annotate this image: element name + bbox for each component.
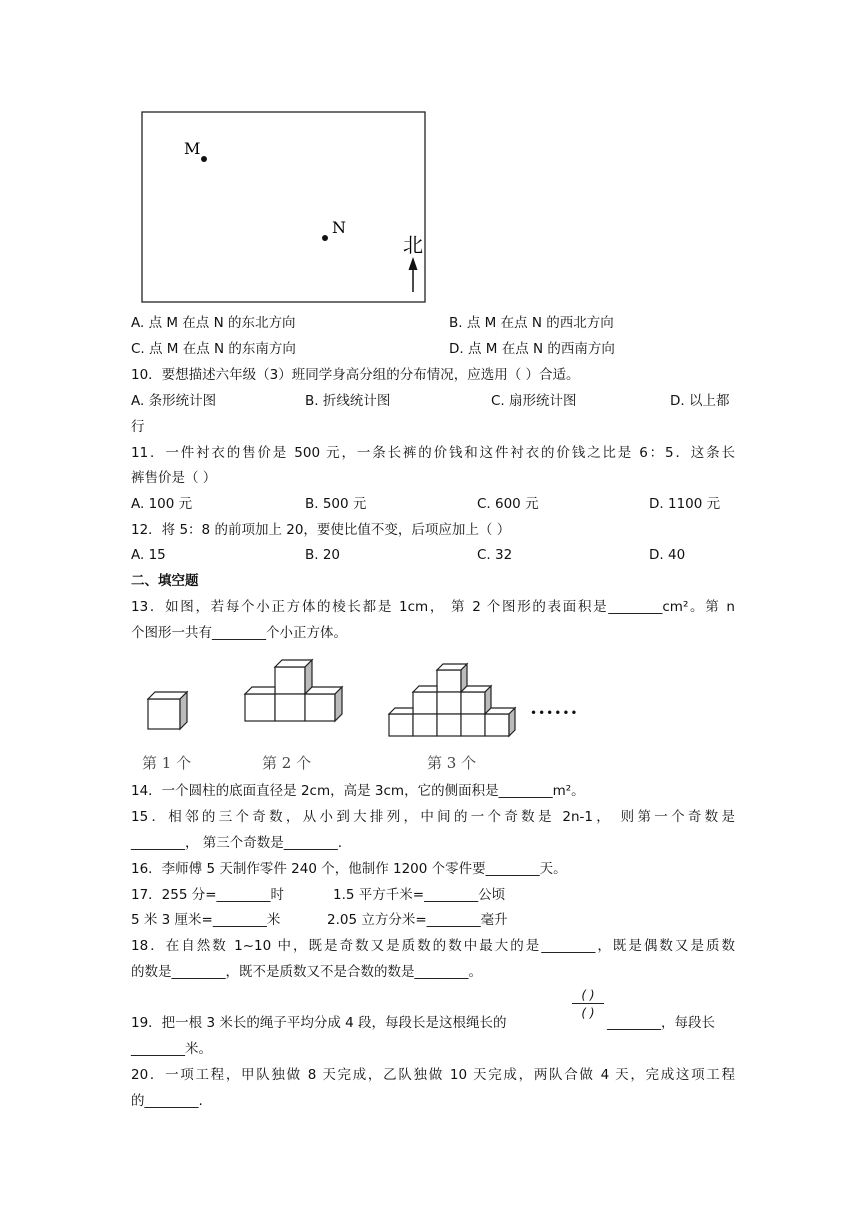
continuation-dots: •••••• — [530, 706, 579, 720]
direction-map-figure — [140, 110, 430, 306]
q18-line1: 18．在自然数 1~10 中，既是奇数又是质数的数中最大的是________，既是偶数又是质数 — [131, 938, 735, 954]
figure-2-cubes — [245, 660, 342, 721]
q15-line2: ________， 第三个奇数是________. — [131, 835, 343, 851]
q10-option-d-cont: 行 — [131, 419, 145, 435]
q10-option-b[interactable]: B. 折线统计图 — [305, 393, 391, 409]
point-m-label: M — [184, 139, 201, 158]
q17-part-b: 1.5 平方千米=________公顷 — [333, 887, 506, 903]
figure-1-label: 第 1 个 — [142, 754, 192, 772]
point-n-dot — [322, 235, 328, 241]
figure-1-cubes — [148, 692, 187, 729]
q19-fraction-bar — [572, 1003, 604, 1004]
q9-option-a[interactable]: A. 点 M 在点 N 的东北方向 — [131, 315, 296, 331]
point-m-dot — [201, 156, 207, 162]
q12-stem: 12．将 5：8 的前项加上 20，要使比值不变，后项应加上（ ） — [131, 522, 511, 538]
figure-3-cubes — [389, 664, 515, 736]
figure-3-label: 第 3 个 — [427, 754, 477, 772]
q19-fraction-denominator: ( ) — [581, 1006, 595, 1020]
q12-option-d[interactable]: D. 40 — [649, 547, 686, 563]
q10-option-a[interactable]: A. 条形统计图 — [131, 393, 217, 409]
q12-option-b[interactable]: B. 20 — [305, 547, 341, 563]
q12-option-a[interactable]: A. 15 — [131, 547, 166, 563]
q11-stem-line2: 裤售价是（ ） — [131, 470, 217, 486]
q13-line1: 13．如图，若每个小正方体的棱长都是 1cm， 第 2 个图形的表面积是________cm²。第 n — [131, 599, 735, 615]
q11-option-c[interactable]: C. 600 元 — [477, 496, 539, 512]
q20-line2: 的________. — [131, 1093, 203, 1109]
q10-stem: 10．要想描述六年级（3）班同学身高分组的分布情况，应选用（ ）合适。 — [131, 367, 580, 383]
q10-option-c[interactable]: C. 扇形统计图 — [491, 393, 577, 409]
q14-text: 14．一个圆柱的底面直径是 2cm，高是 3cm，它的侧面积是________m²。 — [131, 783, 585, 799]
q17-part-a: 17．255 分=________时 — [131, 887, 285, 903]
north-label: 北 — [403, 233, 423, 257]
q20-line1: 20．一项工程，甲队独做 8 天完成，乙队独做 10 天完成，两队合做 4 天，完成这项工程 — [131, 1067, 735, 1083]
q19-fraction-numerator: ( ) — [581, 988, 595, 1002]
q17-part-c: 5 米 3 厘米=________米 — [131, 912, 281, 928]
q19-part2: ________，每段长 — [607, 1015, 715, 1031]
q16-text: 16．李师傅 5 天制作零件 240 个，他制作 1200 个零件要________天。 — [131, 861, 567, 877]
q9-option-b[interactable]: B. 点 M 在点 N 的西北方向 — [449, 315, 614, 331]
q15-line1: 15．相邻的三个奇数，从小到大排列，中间的一个奇数是 2n-1， 则第一个奇数是 — [131, 809, 735, 825]
q11-option-b[interactable]: B. 500 元 — [305, 496, 367, 512]
q11-option-a[interactable]: A. 100 元 — [131, 496, 193, 512]
cube-pattern-figure — [134, 655, 604, 775]
point-n-label: N — [332, 218, 346, 237]
q9-option-d[interactable]: D. 点 M 在点 N 的西南方向 — [449, 341, 615, 357]
q18-line2: 的数是________，既不是质数又不是合数的数是________。 — [131, 964, 482, 980]
q19-line2: ________米。 — [131, 1041, 212, 1057]
q13-line2: 个图形一共有________个小正方体。 — [131, 625, 347, 641]
q12-option-c[interactable]: C. 32 — [477, 547, 513, 563]
q10-option-d[interactable]: D. 以上都 — [670, 393, 730, 409]
q19-part1: 19．把一根 3 米长的绳子平均分成 4 段，每段长是这根绳长的 — [131, 1015, 507, 1031]
section-heading: 二、填空题 — [131, 573, 199, 589]
q9-option-c[interactable]: C. 点 M 在点 N 的东南方向 — [131, 341, 296, 357]
q17-part-d: 2.05 立方分米=________毫升 — [327, 912, 508, 928]
q11-option-d[interactable]: D. 1100 元 — [649, 496, 721, 512]
q11-stem-line1: 11．一件衬衣的售价是 500 元，一条长裤的价钱和这件衬衣的价钱之比是 6：5．这条长 — [131, 445, 735, 461]
figure-2-label: 第 2 个 — [262, 754, 312, 772]
